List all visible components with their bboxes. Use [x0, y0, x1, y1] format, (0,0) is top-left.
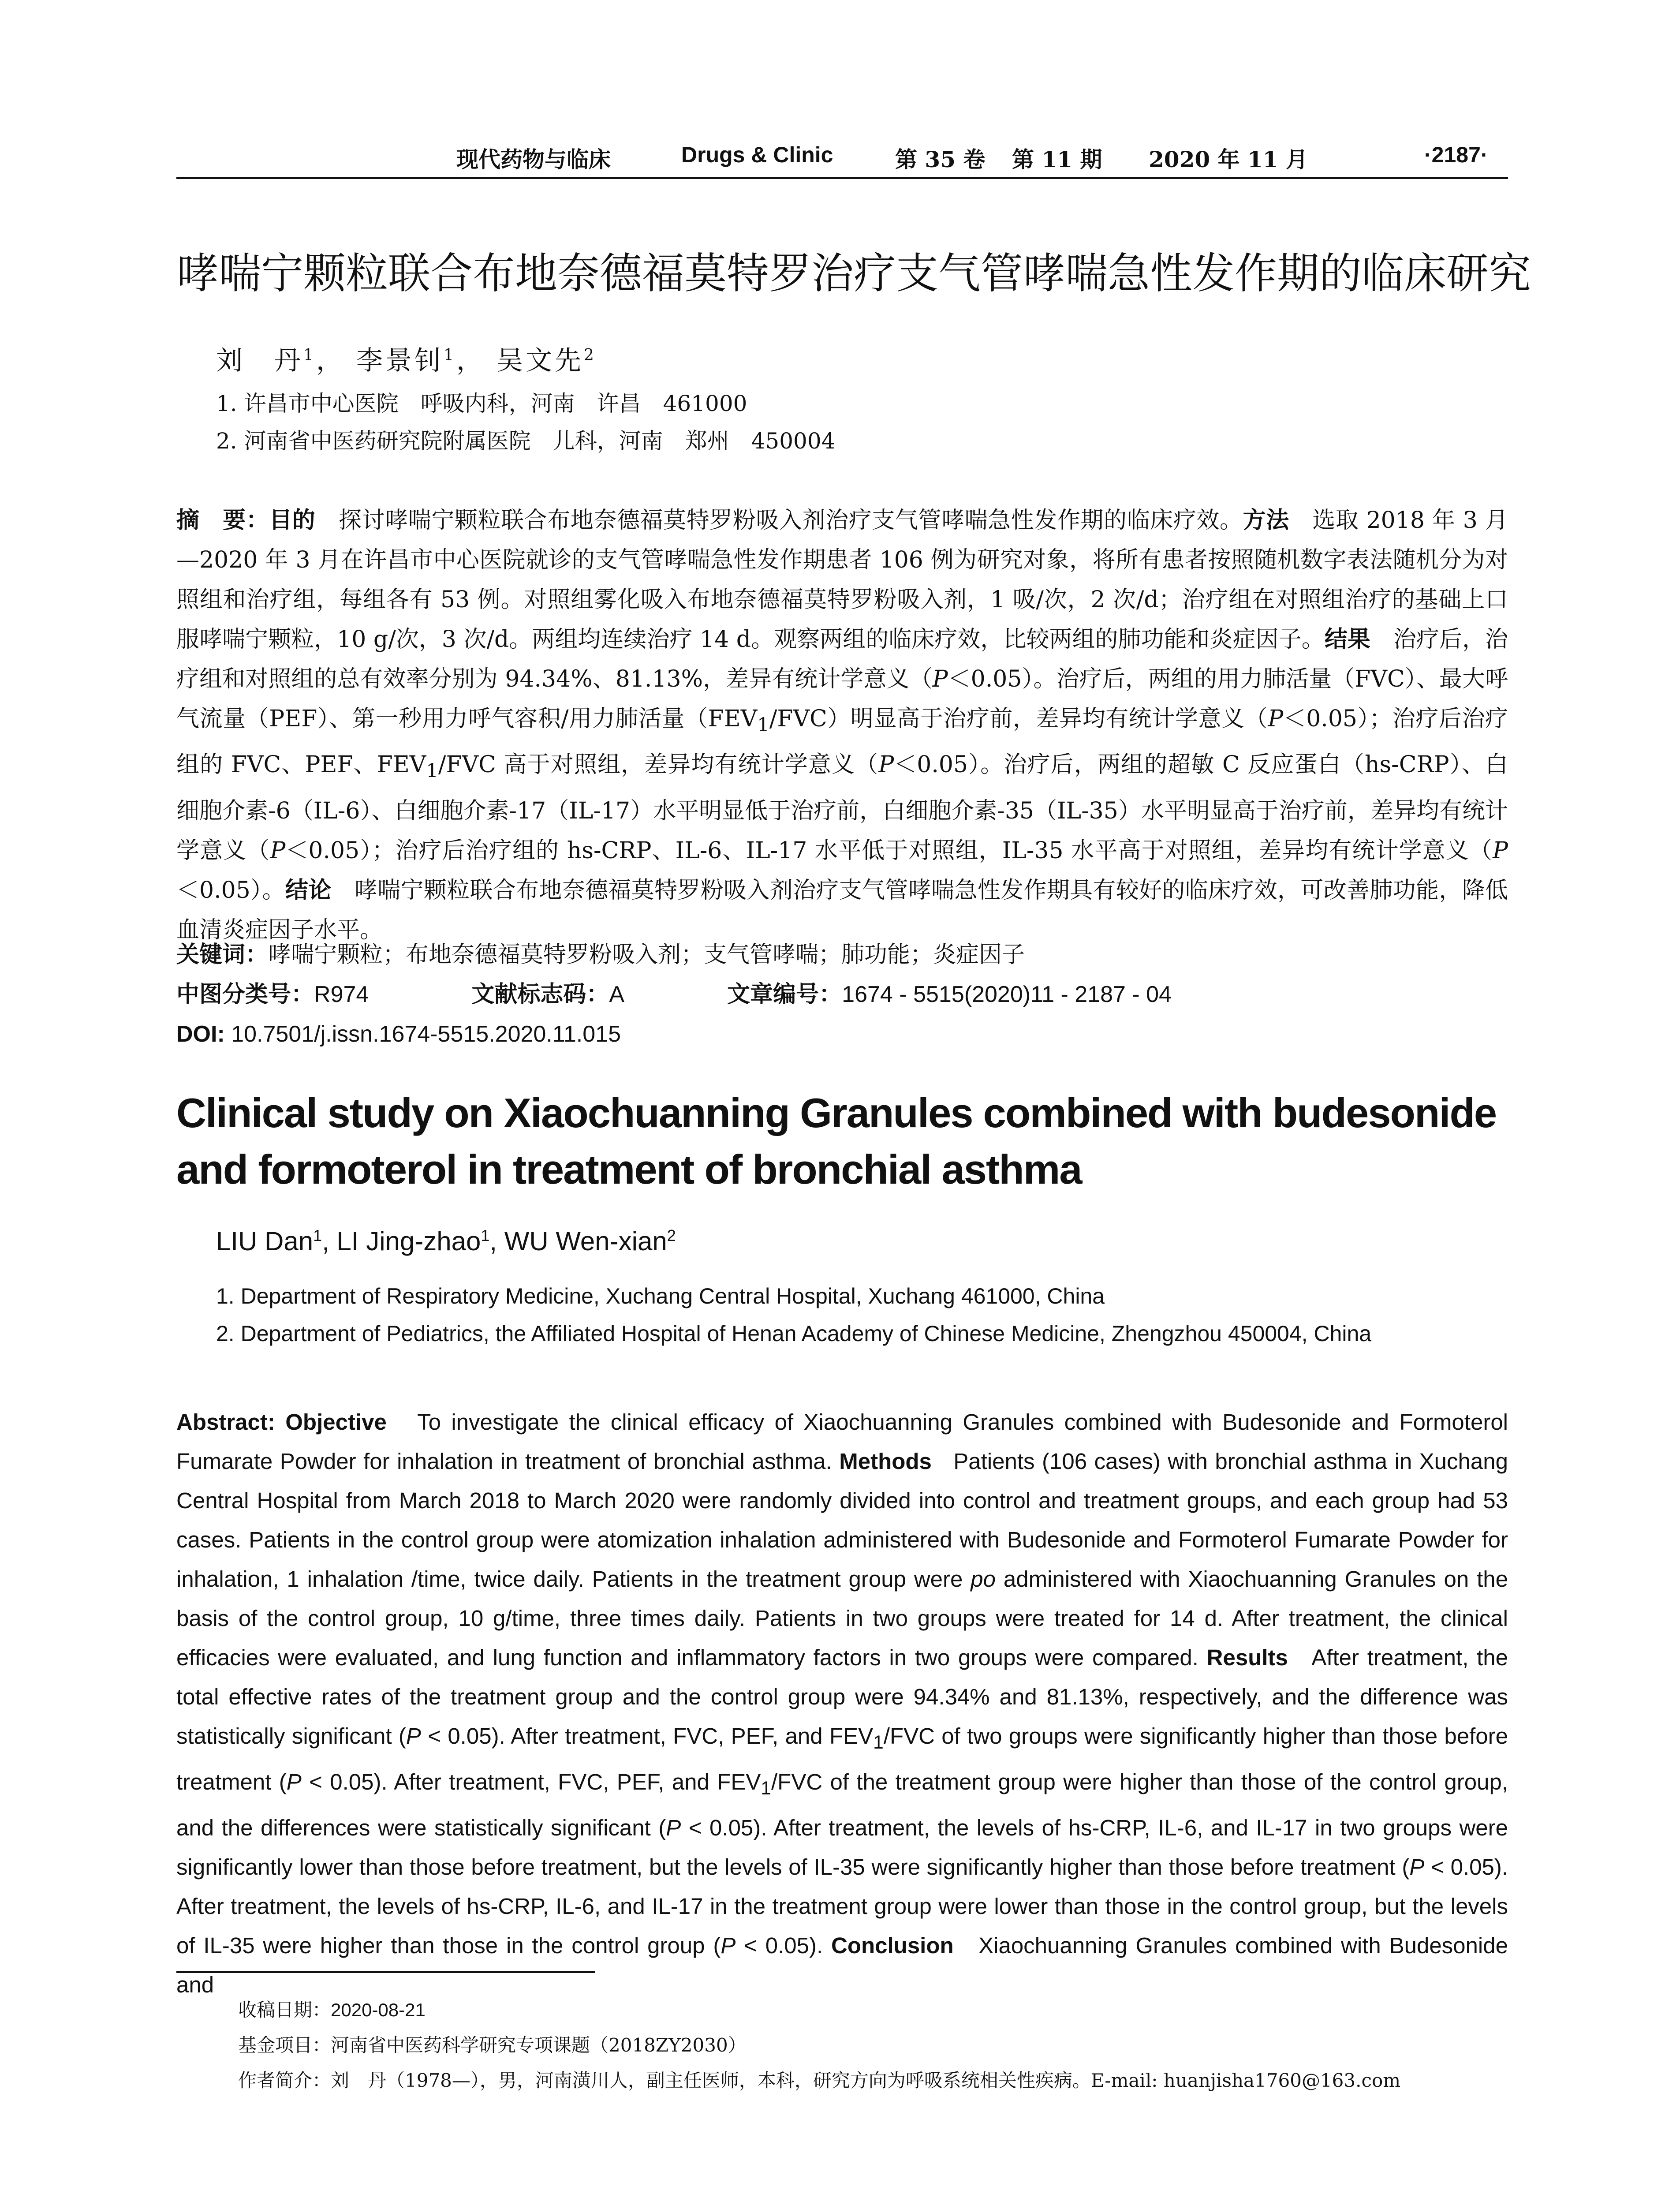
results-text: ＜0.05）；治疗后治疗组的 hs-CRP、IL-6、IL-17 水平低于对照组，IL-35 水平高于对照组，差异均有统计学意义（ [285, 837, 1493, 864]
objective-label: Objective [285, 1409, 387, 1435]
results-text: ＜0.05）。治疗后，两组的用力肺活量（FVC）、最大呼气流量（PEF）、第一秒用力呼气容积/用力肺活量（FEV [176, 666, 1508, 732]
doi-line [176, 1014, 621, 1054]
issue-date: 2020 年 11 月 [1149, 146, 1308, 172]
p-symbol: P [406, 1723, 421, 1749]
objective-text: To investigate the clinical efficacy of Xiaochuanning Granules combined with Budesonide and Formoterol Fumarate Powder for inhalation in treatment of bronchial asthma. [176, 1409, 1508, 1474]
results-text: < 0.05). After treatment, FVC, PEF, and FEV [421, 1723, 874, 1749]
title-en: Clinical study on Xiaochuanning Granules combined with budesonide and formoterol in treatment of bronchial asthma [176, 1090, 1497, 1192]
author-name: WU Wen-xian [504, 1226, 667, 1256]
affiliation-cn-2: 2. 河南省中医药研究院附属医院 儿科，河南 郑州 450004 [216, 428, 836, 454]
p-symbol: P [1492, 837, 1508, 864]
clc-value: R974 [314, 982, 369, 1007]
issue: 第 11 期 [1012, 146, 1102, 172]
fund-label: 基金项目： [238, 2034, 331, 2056]
results-text: ＜0.05）。 [176, 877, 285, 904]
doi-value: 10.7501/j.issn.1674-5515.2020.11.015 [231, 1021, 621, 1047]
subscript: 1 [426, 760, 438, 782]
p-symbol: P [932, 666, 948, 692]
author-bio-text: 刘 丹（1978—），男，河南潢川人，副主任医师，本科，研究方向为呼吸系统相关性疾病。E-mail: huanjisha1760@163.com [331, 2070, 1401, 2091]
author-affiliation-mark: 1 [443, 346, 456, 364]
keywords-label: 关键词： [176, 941, 269, 968]
results-text: ＜0.05）。治疗后，两组的超敏 C 反应蛋白（hs-CRP）、白细胞介素-6（IL-6）、白细胞介素-17（IL-17）水平明显低于治疗前，白细胞介素-35（IL-35）水平明显高于治疗前，差异均有统计学意义（ [176, 751, 1508, 864]
keywords-cn [176, 935, 1025, 975]
volume: 第 35 卷 [895, 146, 986, 172]
abstract-label: 摘 要： [176, 507, 269, 534]
affiliation-en-2: 2. Department of Pediatrics, the Affiliated Hospital of Henan Academy of Chinese Medicine, Zhengzhou 450004, China [216, 1321, 1372, 1346]
article-number-value: 1674 - 5515(2020)11 - 2187 - 04 [842, 982, 1172, 1007]
results-text: ＜0.05）；治疗后治疗组的 FVC、PEF、FEV [176, 706, 1508, 778]
author-affiliation-mark: 2 [667, 1226, 676, 1245]
results-text: /FVC of two groups were significantly higher than those before treatment ( [176, 1723, 1508, 1795]
methods-text: administered with Xiaochuanning Granules on the basis of the control group, 10 g/time, three times daily. Patients in two groups were treated for 14 d. After treatment, the clinical efficacies were evaluated, and lung function and inflammatory factors in two groups were compared. [176, 1566, 1508, 1670]
methods-text: 选取 2018 年 3 月—2020 年 3 月在许昌市中心医院就诊的支气管哮喘急性发作期患者 106 例为研究对象，将所有患者按照随机数字表法随机分为对照组和治疗组，每组各有 53 例。对照组雾化吸入布地奈德福莫特罗粉吸入剂，1 吸/次，2 次/d；治疗组在对照组治疗的基础上口服哮喘宁颗粒，10 g/次，3 次/d。两组均连续治疗 14 d。观察两组的临床疗效，比较两组的肺功能和炎症因子。 [176, 507, 1508, 653]
title-cn: 哮喘宁颗粒联合布地奈德福莫特罗治疗支气管哮喘急性发作期的临床研究 [176, 249, 1531, 298]
footnote-fund [238, 2031, 747, 2057]
results-text: /FVC of the treatment group were higher than those of the control group, and the differences were statistically significant ( [176, 1769, 1508, 1841]
results-text: < 0.05). After treatment, FVC, PEF, and FEV [301, 1769, 761, 1795]
classification-line [176, 975, 1172, 1014]
author-affiliation-mark: 2 [583, 346, 597, 364]
header-rule [176, 177, 1508, 179]
abstract-en [176, 1402, 1508, 2004]
author-name: LI Jing-zhao [336, 1226, 481, 1256]
results-label: Results [1206, 1645, 1288, 1670]
results-text: After treatment, the total effective rates of the treatment group and the control group were 94.34% and 81.13%, respectively, and the difference was statistically significant ( [176, 1645, 1508, 1749]
article-number-label: 文章编号： [727, 981, 842, 1008]
abstract-label: Abstract: [176, 1409, 275, 1435]
affiliation-en-1: 1. Department of Respiratory Medicine, Xuchang Central Hospital, Xuchang 461000, China [216, 1284, 1105, 1308]
conclusion-text: 哮喘宁颗粒联合布地奈德福莫特罗粉吸入剂治疗支气管哮喘急性发作期具有较好的临床疗效，可改善肺功能，降低血清炎症因子水平。 [176, 877, 1508, 943]
doc-code-label: 文献标志码： [471, 981, 609, 1008]
author-affiliation-mark: 1 [313, 1226, 322, 1245]
results-text: < 0.05). After treatment, the levels of hs-CRP, IL-6, and IL-17 in two groups were significantly lower than those before treatment, but the levels of IL-35 were significantly higher than those before treatment ( [176, 1815, 1508, 1880]
po-abbrev: po [971, 1566, 996, 1592]
results-text: < 0.05). [735, 1933, 823, 1958]
subscript: 1 [873, 1732, 884, 1753]
page-number: ·2187· [1424, 142, 1488, 167]
p-symbol: P [666, 1815, 681, 1841]
objective-label: 目的 [269, 507, 316, 534]
results-text: /FVC）明显高于治疗前，差异均有统计学意义（ [769, 706, 1268, 732]
journal-name-en: Drugs & Clinic [681, 142, 833, 167]
results-label: 结果 [1324, 626, 1370, 653]
p-symbol: P [286, 1769, 302, 1795]
subscript: 1 [761, 1778, 771, 1799]
author-name: 刘 丹 [216, 345, 303, 376]
methods-label: Methods [839, 1449, 932, 1474]
author-name: 李景钊 [356, 345, 444, 376]
running-header [176, 142, 1508, 173]
abstract-cn [176, 501, 1508, 950]
affiliation-cn-1: 1. 许昌市中心医院 呼吸内科，河南 许昌 461000 [216, 391, 747, 416]
authors-en: LIU Dan$^1$, LI Jing-zhao$^1$, WU Wen-xian$^2$ [216, 1226, 676, 1256]
clc-label: 中图分类号： [176, 981, 314, 1008]
p-symbol: P [721, 1933, 736, 1958]
conclusion-label: 结论 [285, 876, 332, 904]
author-affiliation-mark: 1 [481, 1226, 490, 1245]
journal-name-cn: 现代药物与临床 [456, 146, 611, 172]
p-symbol: P [1268, 706, 1284, 732]
author-bio-label: 作者简介： [238, 2070, 331, 2091]
keywords-text: 哮喘宁颗粒；布地奈德福莫特罗粉吸入剂；支气管哮喘；肺功能；炎症因子 [268, 942, 1025, 968]
fund-text: 河南省中医药科学研究专项课题（2018ZY2030） [331, 2034, 747, 2056]
footnote-received [238, 1996, 426, 2022]
footnote-author [238, 2066, 1400, 2093]
author-affiliation-mark: 1 [303, 346, 316, 364]
p-symbol: P [878, 751, 894, 778]
p-symbol: P [1409, 1854, 1425, 1880]
conclusion-label: Conclusion [831, 1933, 954, 1958]
received-date: 2020-08-21 [331, 1999, 426, 2020]
doi-label: DOI: [176, 1021, 225, 1047]
p-symbol: P [270, 837, 286, 864]
received-label: 收稿日期： [238, 1999, 331, 2021]
doc-code-value: A [609, 982, 625, 1007]
author-name: LIU Dan [216, 1226, 314, 1256]
results-text: /FVC 高于对照组，差异均有统计学意义（ [438, 751, 879, 778]
methods-label: 方法 [1243, 507, 1289, 534]
authors-cn: 刘 丹$^1$， 李景钊$^1$， 吴文先$^2$ [216, 345, 597, 376]
objective-text: 探讨哮喘宁颗粒联合布地奈德福莫特罗粉吸入剂治疗支气管哮喘急性发作期的临床疗效。 [339, 507, 1243, 534]
footnote-rule [176, 1971, 595, 1973]
results-text: < 0.05). After treatment, the levels of hs-CRP, IL-6, and IL-17 in the treatment group were lower than those in the control group, but the levels of IL-35 were higher than those in the control group ( [176, 1854, 1508, 1958]
methods-text: Patients (106 cases) with bronchial asthma in Xuchang Central Hospital from March 2018 to March 2020 were randomly divided into control and treatment groups, and each group had 53 cases. Patients in the control group were atomization inhalation administered with Budesonide and Formoterol Fumarate Powder for inhalation, 1 inhalation /time, twice daily. Patients in the treatment group were [176, 1449, 1508, 1592]
subscript: 1 [757, 714, 769, 736]
author-name: 吴文先 [496, 345, 584, 376]
conclusion-text: Xiaochuanning Granules combined with Budesonide and [176, 1933, 1508, 1998]
results-text: 治疗后，治疗组和对照组的总有效率分别为 94.34%、81.13%，差异有统计学意义（ [176, 626, 1508, 692]
